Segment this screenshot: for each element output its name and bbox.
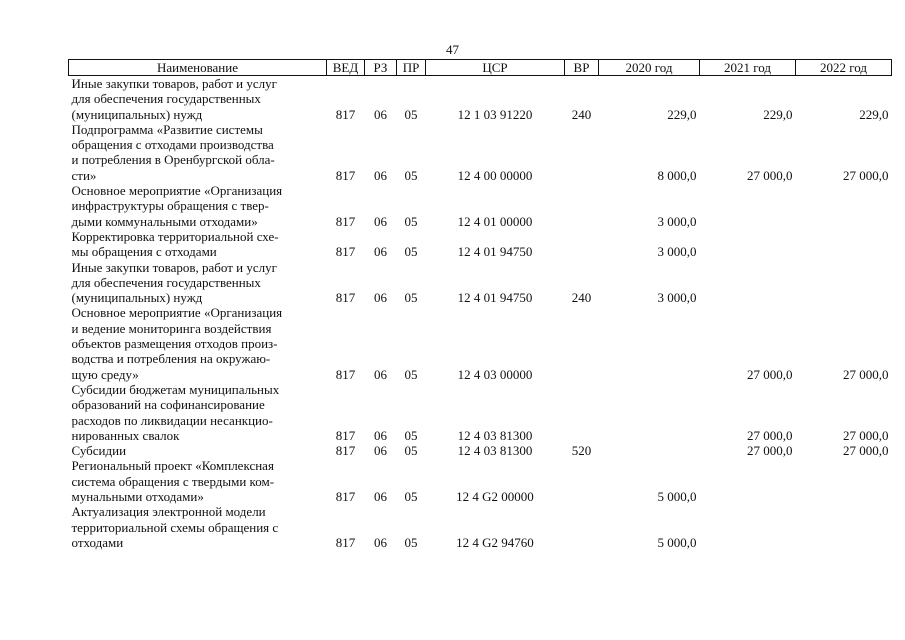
- csr-cell: 12 1 03 91220: [457, 106, 533, 122]
- amount-2021-cell: [700, 229, 796, 260]
- vr-cell: [565, 504, 599, 550]
- table-row: [69, 504, 892, 550]
- vr-cell: 240: [571, 106, 592, 122]
- table-row: [69, 76, 892, 122]
- amount-2021-cell: [700, 504, 796, 550]
- amount-2020-cell: 3 000,0: [657, 213, 697, 229]
- pr-cell: 05: [404, 106, 418, 122]
- pr-cell: 05: [404, 167, 418, 183]
- rz-cell: 06: [374, 244, 387, 260]
- ved-cell: 817: [335, 366, 356, 382]
- header-2021: 2021 год: [700, 60, 796, 76]
- item-name-line: инфраструктуры обращения с твер-: [71, 198, 269, 214]
- amount-2021-cell: 27 000,0: [747, 443, 793, 459]
- item-name-line: отходами: [71, 534, 124, 550]
- item-name-cell: [69, 122, 327, 183]
- amount-2021-cell: 27 000,0: [747, 366, 793, 382]
- item-name-cell: [69, 183, 327, 229]
- pr-cell: 05: [404, 244, 418, 260]
- pr-cell: 05: [404, 427, 418, 443]
- amount-2022-cell: [796, 504, 892, 550]
- header-pr: ПР: [397, 60, 426, 76]
- amount-2021-cell: [700, 260, 796, 306]
- csr-cell: 12 4 03 81300: [457, 427, 533, 443]
- item-name-line: щую среду»: [71, 366, 139, 382]
- amount-2022-cell: 27 000,0: [843, 443, 889, 459]
- item-name-cell: [69, 382, 327, 443]
- csr-cell: 12 4 01 00000: [457, 213, 533, 229]
- item-name-line: для обеспечения государственных: [71, 274, 261, 290]
- item-name-cell: [69, 305, 327, 381]
- item-name-line: Основное мероприятие «Организация: [71, 305, 283, 321]
- header-ved: ВЕД: [327, 60, 365, 76]
- amount-2020-cell: 3 000,0: [657, 244, 697, 260]
- item-name-line: образований на софинансирование: [71, 397, 265, 413]
- amount-2022-cell: 27 000,0: [843, 427, 889, 443]
- header-2020: 2020 год: [599, 60, 700, 76]
- rz-cell: 06: [374, 290, 387, 306]
- item-name-line: для обеспечения государственных: [71, 91, 261, 107]
- table-row: [69, 260, 892, 306]
- amount-2022-cell: [796, 260, 892, 306]
- table-row: [69, 229, 892, 260]
- table-header: [69, 60, 892, 76]
- table-row: [69, 382, 892, 443]
- csr-cell: 12 4 01 94750: [457, 290, 533, 306]
- vr-cell: [565, 305, 599, 381]
- item-name-line: сти»: [71, 167, 97, 183]
- amount-2020-cell: 5 000,0: [657, 534, 697, 550]
- item-name-line: мы обращения с отходами: [71, 244, 217, 260]
- table-row: [69, 443, 892, 458]
- item-name-line: (муниципальных) нужд: [71, 106, 203, 122]
- ved-cell: 817: [335, 534, 356, 550]
- page-number: 47: [446, 42, 459, 57]
- item-name-line: расходов по ликвидации несанкцио-: [71, 412, 273, 428]
- pr-cell: 05: [404, 213, 418, 229]
- pr-cell: 05: [404, 366, 418, 382]
- rz-cell: 06: [374, 534, 387, 550]
- item-name-line: мунальными отходами»: [71, 489, 204, 505]
- ved-cell: 817: [335, 106, 356, 122]
- item-name-line: Субсидии бюджетам муниципальных: [71, 381, 280, 397]
- ved-cell: 817: [335, 290, 356, 306]
- item-name-line: и потребления в Оренбургской обла-: [71, 152, 275, 168]
- amount-2022-cell: 27 000,0: [843, 167, 889, 183]
- item-name-line: нированных свалок: [71, 427, 180, 443]
- vr-cell: [565, 382, 599, 443]
- amount-2022-cell: 229,0: [859, 106, 889, 122]
- csr-cell: 12 4 01 94750: [457, 244, 533, 260]
- table-row: [69, 183, 892, 229]
- item-name-cell: [69, 229, 327, 260]
- item-name-line: Иные закупки товаров, работ и услуг: [71, 76, 277, 91]
- item-name-line: Корректировка территориальной схе-: [71, 228, 279, 244]
- amount-2021-cell: [700, 458, 796, 504]
- ved-cell: 817: [335, 213, 356, 229]
- rz-cell: 06: [374, 443, 387, 459]
- vr-cell: [565, 458, 599, 504]
- amount-2020-cell: 8 000,0: [657, 167, 697, 183]
- rz-cell: 06: [374, 106, 387, 122]
- table-row: [69, 458, 892, 504]
- ved-cell: 817: [335, 244, 356, 260]
- ved-cell: 817: [335, 489, 356, 505]
- table-row: [69, 122, 892, 183]
- csr-cell: 12 4 03 81300: [457, 443, 533, 459]
- rz-cell: 06: [374, 167, 387, 183]
- budget-table: [68, 59, 892, 550]
- vr-cell: 240: [571, 290, 592, 306]
- amount-2022-cell: [796, 229, 892, 260]
- item-name-line: водства и потребления на окружаю-: [71, 351, 271, 367]
- vr-cell: [565, 183, 599, 229]
- pr-cell: 05: [404, 290, 418, 306]
- amount-2020-cell: [599, 443, 700, 458]
- rz-cell: 06: [374, 213, 387, 229]
- ved-cell: 817: [335, 443, 356, 459]
- ved-cell: 817: [335, 427, 356, 443]
- item-name-line: система обращения с твердыми ком-: [71, 473, 275, 489]
- amount-2021-cell: 27 000,0: [747, 427, 793, 443]
- item-name-line: Основное мероприятие «Организация: [71, 183, 283, 199]
- ved-cell: 817: [335, 167, 356, 183]
- header-2022: 2022 год: [796, 60, 892, 76]
- amount-2020-cell: 3 000,0: [657, 290, 697, 306]
- amount-2020-cell: 229,0: [667, 106, 697, 122]
- vr-cell: [565, 122, 599, 183]
- pr-cell: 05: [404, 534, 418, 550]
- header-rz: РЗ: [365, 60, 397, 76]
- amount-2021-cell: [700, 183, 796, 229]
- amount-2021-cell: 229,0: [763, 106, 793, 122]
- item-name-line: территориальной схемы обращения с: [71, 519, 279, 535]
- header-vr: ВР: [565, 60, 599, 76]
- amount-2020-cell: [599, 382, 700, 443]
- item-name-line: Региональный проект «Комплексная: [71, 458, 274, 474]
- item-name-line: Актуализация электронной модели: [71, 504, 266, 520]
- rz-cell: 06: [374, 427, 387, 443]
- csr-cell: 12 4 G2 94760: [456, 534, 534, 550]
- item-name-line: дыми коммунальными отходами»: [71, 213, 258, 229]
- item-name-cell: [69, 76, 327, 122]
- amount-2021-cell: 27 000,0: [747, 167, 793, 183]
- amount-2022-cell: 27 000,0: [843, 366, 889, 382]
- rz-cell: 06: [374, 366, 387, 382]
- item-name-cell: [69, 504, 327, 550]
- csr-cell: 12 4 G2 00000: [456, 489, 534, 505]
- pr-cell: 05: [404, 489, 418, 505]
- item-name-line: Субсидии: [71, 443, 127, 459]
- item-name-cell: [69, 260, 327, 306]
- vr-cell: [565, 229, 599, 260]
- item-name-line: (муниципальных) нужд: [71, 290, 203, 306]
- csr-cell: 12 4 00 00000: [457, 167, 533, 183]
- header-csr: ЦСР: [426, 60, 565, 76]
- item-name-cell: [69, 443, 327, 458]
- item-name-cell: [69, 458, 327, 504]
- csr-cell: 12 4 03 00000: [457, 366, 533, 382]
- item-name-line: Иные закупки товаров, работ и услуг: [71, 259, 277, 275]
- item-name-line: обращения с отходами производства: [71, 137, 274, 153]
- rz-cell: 06: [374, 489, 387, 505]
- amount-2022-cell: [796, 183, 892, 229]
- table-body: [69, 76, 892, 551]
- amount-2020-cell: [599, 305, 700, 381]
- amount-2020-cell: 5 000,0: [657, 489, 697, 505]
- pr-cell: 05: [404, 443, 418, 459]
- table-row: [69, 305, 892, 381]
- item-name-line: и ведение мониторинга воздействия: [71, 320, 272, 336]
- amount-2022-cell: [796, 458, 892, 504]
- header-name: Наименование: [69, 60, 327, 76]
- vr-cell: 520: [571, 443, 592, 459]
- item-name-line: Подпрограмма «Развитие системы: [71, 121, 263, 137]
- item-name-line: объектов размещения отходов произ-: [71, 336, 278, 352]
